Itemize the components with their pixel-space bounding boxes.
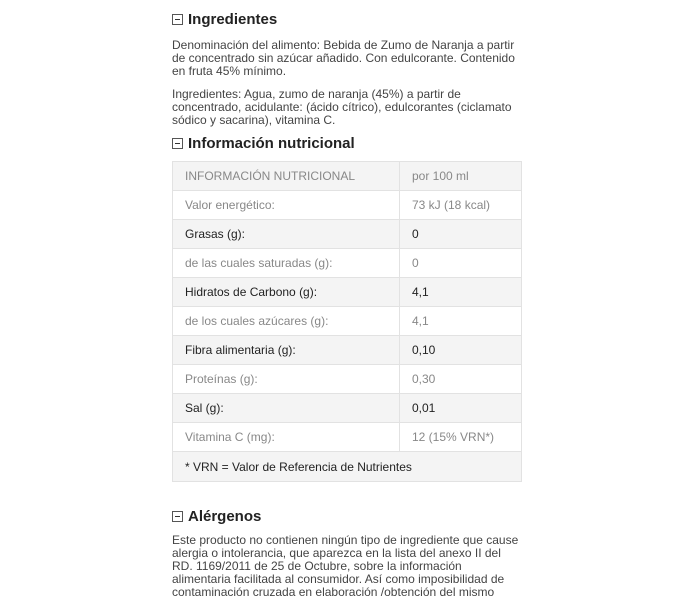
alergenos-title: Alérgenos xyxy=(188,508,262,525)
nutrient-value: por 100 ml xyxy=(400,162,522,191)
nutrient-label: Proteínas (g): xyxy=(173,365,400,394)
collapse-minus-icon[interactable] xyxy=(172,14,183,25)
ingredientes-list-text: Ingredientes: Agua, zumo de naranja (45%) a partir de concentrado, acidulante: (ácido cítrico), edulcorantes (ciclamato sódico y sacarina), vitamina C. xyxy=(172,87,512,127)
vrn-footnote: * VRN = Valor de Referencia de Nutrientes xyxy=(173,452,522,482)
table-row xyxy=(173,423,522,452)
table-row xyxy=(173,307,522,336)
collapse-minus-icon[interactable] xyxy=(172,511,183,522)
nutrient-value: 4,1 xyxy=(400,307,522,336)
table-row xyxy=(173,191,522,220)
nutrient-label: Valor energético: xyxy=(173,191,400,220)
table-row xyxy=(173,365,522,394)
nutrient-label: Fibra alimentaria (g): xyxy=(173,336,400,365)
nutrient-label: de las cuales saturadas (g): xyxy=(173,249,400,278)
nutrient-label: INFORMACIÓN NUTRICIONAL xyxy=(173,162,400,191)
nutrient-label: Hidratos de Carbono (g): xyxy=(173,278,400,307)
table-row xyxy=(173,162,522,191)
ingredientes-title: Ingredientes xyxy=(188,11,278,28)
table-row xyxy=(173,220,522,249)
table-row xyxy=(173,394,522,423)
nutrient-value: 0 xyxy=(400,249,522,278)
nutrient-value: 0 xyxy=(400,220,522,249)
nutrient-value: 0,30 xyxy=(400,365,522,394)
table-row xyxy=(173,249,522,278)
nutricion-header[interactable] xyxy=(172,135,355,152)
nutricion-title: Información nutricional xyxy=(188,135,355,152)
nutrient-label: Vitamina C (mg): xyxy=(173,423,400,452)
table-footnote-row xyxy=(173,452,522,482)
table-row xyxy=(173,278,522,307)
nutrient-value: 4,1 xyxy=(400,278,522,307)
nutrient-value: 12 (15% VRN*) xyxy=(400,423,522,452)
nutrient-label: Grasas (g): xyxy=(173,220,400,249)
table-row xyxy=(173,336,522,365)
nutrition-table xyxy=(172,161,522,482)
alergenos-text: Este producto no contienen ningún tipo de ingrediente que cause alergia o intolerancia, que aparezca en la lista del anexo II del RD. 1169/2011 de 25 de Octubre, sobre la información alimentaria facilitada al consumidor. Así como imposibilidad de contaminación cruzada en elaboración /obtención del mismo xyxy=(172,533,519,599)
nutrient-value: 0,01 xyxy=(400,394,522,423)
nutrient-label: de los cuales azúcares (g): xyxy=(173,307,400,336)
ingredientes-header[interactable] xyxy=(172,11,277,28)
alergenos-header[interactable] xyxy=(172,508,261,525)
nutrient-value: 0,10 xyxy=(400,336,522,365)
collapse-minus-icon[interactable] xyxy=(172,138,183,149)
denominacion-text: Denominación del alimento: Bebida de Zumo de Naranja a partir de concentrado sin azúcar añadido. Con edulcorante. Contenido en fruta 45% mínimo. xyxy=(172,38,515,78)
nutrient-value: 73 kJ (18 kcal) xyxy=(400,191,522,220)
nutrient-label: Sal (g): xyxy=(173,394,400,423)
